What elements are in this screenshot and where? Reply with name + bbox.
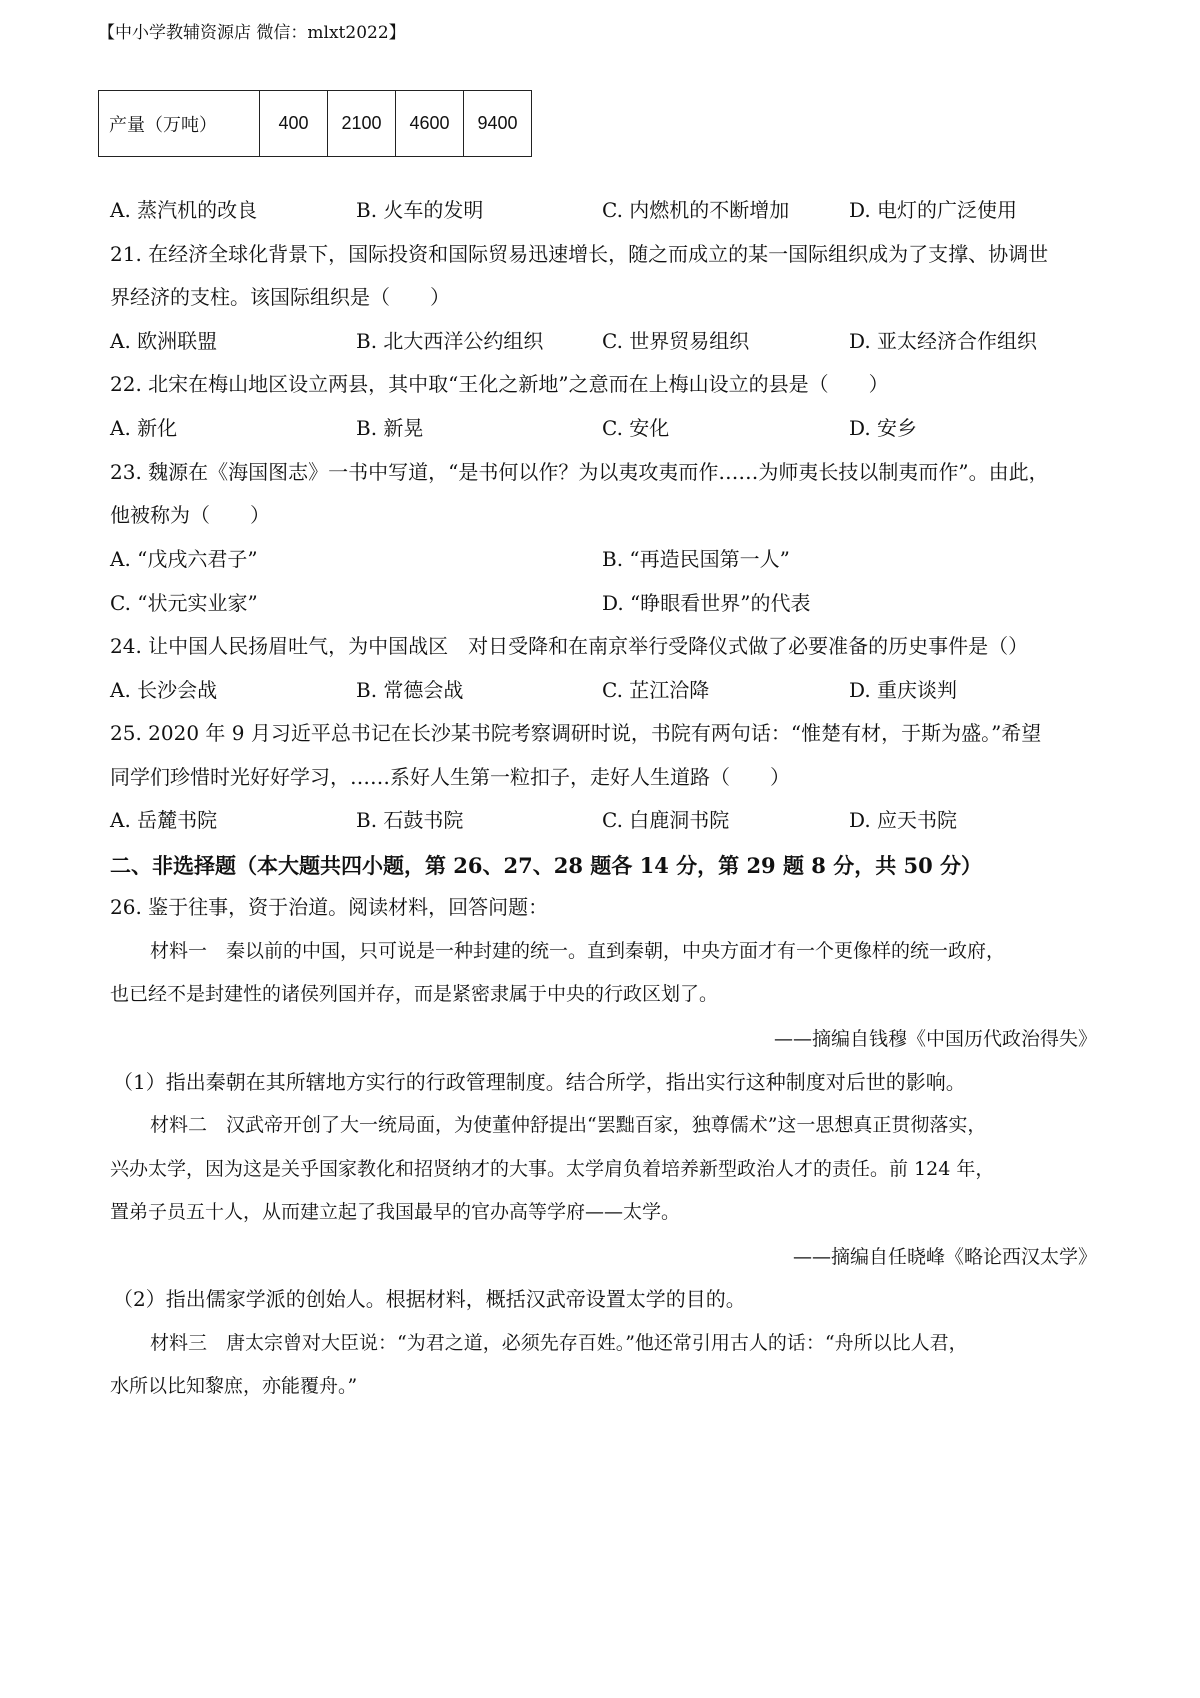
q23-option-a: A. “戊戌六君子”: [110, 547, 258, 571]
material-3-line2: 水所以比知黎庶，亦能覆舟。”: [110, 1375, 358, 1397]
q26-sub2: （2）指出儒家学派的创始人。根据材料，概括汉武帝设置太学的目的。: [113, 1287, 746, 1311]
q21-option-a: A. 欧洲联盟: [110, 329, 218, 353]
table-value-cell: 4600: [396, 91, 464, 157]
q25-option-a: A. 岳麓书院: [110, 808, 218, 832]
material-1-source: ——摘编自钱穆《中国历代政治得失》: [773, 1028, 1097, 1050]
q24-option-b: B. 常德会战: [356, 678, 464, 702]
q21-option-d: D. 亚太经济合作组织: [849, 329, 1038, 353]
q24-option-c: C. 芷江洽降: [602, 678, 710, 702]
q22-option-b: B. 新晃: [356, 416, 424, 440]
q20-option-a: A. 蒸汽机的改良: [110, 198, 258, 222]
q25-stem-line2: 同学们珍惜时光好好学习，……系好人生第一粒扣子，走好人生道路（ ）: [110, 765, 790, 789]
material-1-line2: 也已经不是封建性的诸侯列国并存，而是紧密隶属于中央的行政区划了。: [110, 983, 719, 1005]
material-2-line1: 材料二 汉武帝开创了大一统局面，为使董仲舒提出“罢黜百家，独尊儒术”这一思想真正贯彻落实，: [150, 1114, 987, 1136]
table-row: [99, 91, 532, 157]
q22-option-c: C. 安化: [602, 416, 670, 440]
q21-stem-line2: 界经济的支柱。该国际组织是（ ）: [110, 285, 450, 309]
material-2-line3: 置弟子员五十人，从而建立起了我国最早的官办高等学府——太学。: [110, 1201, 681, 1223]
material-3-line1: 材料三 唐太宗曾对大臣说：“为君之道，必须先存百姓。”他还常引用古人的话：“舟所以比人君，: [150, 1332, 968, 1354]
q24-stem: 24. 让中国人民扬眉吐气，为中国战区 对日受降和在南京举行受降仪式做了必要准备的历史事件是（）: [110, 634, 1029, 658]
q25-stem-line1: 25. 2020 年 9 月习近平总书记在长沙某书院考察调研时说，书院有两句话：“惟楚有材，于斯为盛。”希望: [110, 721, 1042, 745]
q21-option-b: B. 北大西洋公约组织: [356, 329, 544, 353]
q20-option-d: D. 电灯的广泛使用: [849, 198, 1018, 222]
q24-option-d: D. 重庆谈判: [849, 678, 958, 702]
material-1-line1: 材料一 秦以前的中国，只可说是一种封建的统一。直到秦朝，中央方面才有一个更像样的统一政府，: [150, 940, 1006, 962]
header-watermark: 【中小学教辅资源店 微信：mlxt2022】: [98, 23, 406, 43]
q21-option-c: C. 世界贸易组织: [602, 329, 750, 353]
q20-option-b: B. 火车的发明: [356, 198, 484, 222]
table-label-cell: 产量（万吨）: [99, 91, 260, 157]
q23-option-d: D. “睁眼看世界”的代表: [602, 591, 811, 615]
output-table: [98, 90, 532, 157]
q26-sub1: （1）指出秦朝在其所辖地方实行的行政管理制度。结合所学，指出实行这种制度对后世的影响。: [113, 1070, 966, 1094]
q26-intro: 26. 鉴于往事，资于治道。阅读材料，回答问题：: [110, 895, 549, 919]
table-value-cell: 400: [260, 91, 328, 157]
table-value-cell: 2100: [328, 91, 396, 157]
q20-option-c: C. 内燃机的不断增加: [602, 198, 790, 222]
q25-option-d: D. 应天书院: [849, 808, 958, 832]
q23-option-b: B. “再造民国第一人”: [602, 547, 790, 571]
q22-option-d: D. 安乡: [849, 416, 918, 440]
table-value-cell: 9400: [464, 91, 532, 157]
q23-stem-line2: 他被称为（ ）: [110, 503, 270, 527]
q24-option-a: A. 长沙会战: [110, 678, 218, 702]
material-2-source: ——摘编自任晓峰《略论西汉太学》: [792, 1246, 1097, 1268]
q25-option-c: C. 白鹿洞书院: [602, 808, 730, 832]
q25-option-b: B. 石鼓书院: [356, 808, 464, 832]
q21-stem-line1: 21. 在经济全球化背景下，国际投资和国际贸易迅速增长，随之而成立的某一国际组织成为了支撑、协调世: [110, 242, 1049, 266]
section-2-heading: 二、非选择题（本大题共四小题，第 26、27、28 题各 14 分，第 29 题 8 分，共 50 分）: [110, 853, 983, 878]
q22-stem: 22. 北宋在梅山地区设立两县，其中取“王化之新地”之意而在上梅山设立的县是（ ）: [110, 372, 889, 396]
q23-option-c: C. “状元实业家”: [110, 591, 258, 615]
q22-option-a: A. 新化: [110, 416, 178, 440]
material-2-line2: 兴办太学，因为这是关乎国家教化和招贤纳才的大事。太学肩负着培养新型政治人才的责任。前 124 年，: [110, 1158, 995, 1180]
q23-stem-line1: 23. 魏源在《海国图志》一书中写道，“是书何以作？为以夷攻夷而作……为师夷长技以制夷而作”。由此，: [110, 460, 1049, 484]
